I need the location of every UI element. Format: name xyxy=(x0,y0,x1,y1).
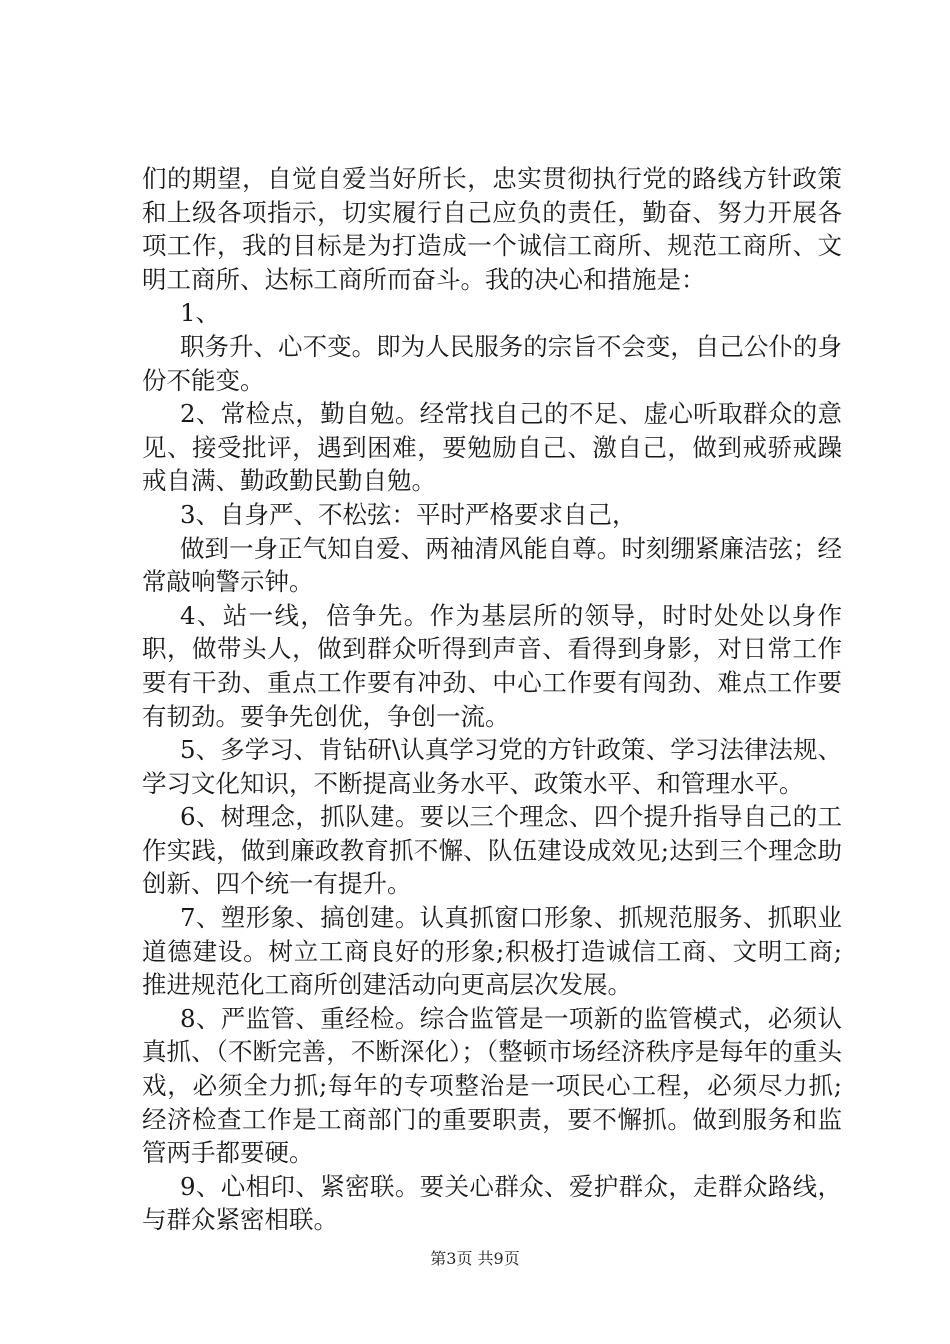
paragraph: 7、塑形象、搞创建。认真抓窗口形象、抓规范服务、抓职业道德建设。树立工商良好的形象;积极打造诚信工商、文明工商;推进规范化工商所创建活动向更高层次发展。 xyxy=(142,903,842,1000)
paragraph: 做到一身正气知自爱、两袖清风能自尊。时刻绷紧廉洁弦；经常敲响警示钟。 xyxy=(142,533,842,597)
document-body xyxy=(142,162,842,1237)
paragraph: 8、严监管、重经检。综合监管是一项新的监管模式，必须认真抓、（不断完善，不断深化）；（整顿市场经济秩序是每年的重头戏，必须全力抓;每年的专项整治是一项民心工程，必须尽力抓;经济检查工作是工商部门的重要职责，要不懈抓。做到服务和监管两手都要硬。 xyxy=(142,1003,842,1168)
paragraph: 4、站一线，倍争先。作为基层所的领导，时时处处以身作职，做带头人，做到群众听得到声音、看得到身影，对日常工作要有干劲、重点工作要有冲劲、中心工作要有闯劲、难点工作要有韧劲。要争先创优，争创一流。 xyxy=(142,600,842,731)
paragraph: 5、多学习、肯钻研\认真学习党的方针政策、学习法律法规、学习文化知识，不断提高业务水平、政策水平、和管理水平。 xyxy=(142,735,842,798)
paragraph: 职务升、心不变。即为人民服务的宗旨不会变，自己公仆的身份不能变。 xyxy=(142,331,842,395)
paragraph: 2、常检点，勤自勉。经常找自己的不足、虚心听取群众的意见、接受批评，遇到困难，要勉励自己、激自己，做到戒骄戒躁戒自满、勤政勤民勤自勉。 xyxy=(142,399,842,496)
paragraph: 9、心相印、紧密联。要关心群众、爱护群众，走群众路线，与群众紧密相联。 xyxy=(142,1171,842,1235)
page-number-label: 第3页 共9页 xyxy=(430,1249,520,1268)
paragraph: 1、 xyxy=(179,298,221,328)
page-footer xyxy=(0,1246,950,1269)
paragraph: 3、自身严、不松弦：平时严格要求自己， xyxy=(179,499,637,529)
paragraph: 们的期望，自觉自爱当好所长，忠实贯彻执行党的路线方针政策和上级各项指示，切实履行自己应负的责任，勤奋、努力开展各项工作，我的目标是为打造成一个诚信工商所、规范工商所、文明工商所、达标工商所而奋斗。我的决心和措施是： xyxy=(142,164,842,294)
paragraph: 6、树理念，抓队建。要以三个理念、四个提升指导自己的工作实践，做到廉政教育抓不懈、队伍建设成效见;达到三个理念助创新、四个统一有提升。 xyxy=(142,802,842,899)
